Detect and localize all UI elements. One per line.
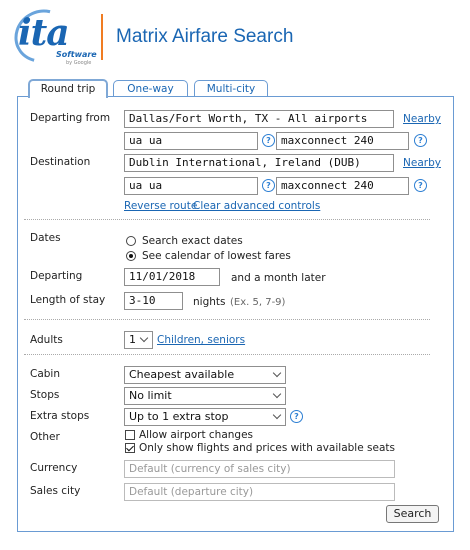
stops-label: Stops (30, 389, 60, 401)
departing-date-suffix: and a month later (231, 272, 326, 284)
extra-stops-value: Up to 1 extra stop (129, 410, 229, 423)
search-exact-dates-radio[interactable] (126, 236, 136, 246)
extra-stops-help-icon[interactable]: ? (290, 410, 303, 423)
stops-select[interactable] (124, 387, 286, 405)
tab-one-way[interactable]: One-way (113, 80, 188, 97)
header-divider (101, 14, 103, 60)
tab-multi-city[interactable]: Multi-city (194, 80, 268, 97)
origin-input[interactable]: Dallas/Fort Worth, TX - All airports (124, 110, 394, 128)
section-divider (24, 219, 430, 220)
adults-value: 1 (129, 333, 136, 346)
cabin-label: Cabin (30, 368, 61, 380)
chevron-down-icon (273, 390, 281, 398)
extra-stops-label: Extra stops (30, 410, 90, 422)
length-of-stay-hint: (Ex. 5, 7-9) (230, 297, 286, 308)
allow-airport-changes-label: Allow airport changes (139, 429, 254, 441)
destination-routing-help-icon[interactable]: ? (262, 179, 275, 192)
section-divider (24, 319, 430, 320)
destination-extension-help-icon[interactable]: ? (414, 179, 427, 192)
page-title: Matrix Airfare Search (116, 26, 294, 47)
departing-label: Departing (30, 270, 83, 282)
stops-value: No limit (129, 389, 172, 402)
origin-extension-help-icon[interactable]: ? (414, 134, 427, 147)
departing-date-input[interactable]: 11/01/2018 (124, 268, 220, 286)
section-divider (24, 354, 430, 355)
dates-label: Dates (30, 232, 61, 244)
cabin-value: Cheapest available (129, 368, 235, 381)
departing-from-label: Departing from (30, 112, 111, 124)
sales-city-label: Sales city (30, 485, 81, 497)
only-available-seats-checkbox[interactable] (125, 443, 135, 453)
only-available-seats-label: Only show flights and prices with available seats (139, 442, 395, 454)
other-label: Other (30, 431, 60, 443)
chevron-down-icon (273, 369, 281, 377)
logo-software-text: Software (56, 50, 97, 59)
chevron-down-icon (273, 411, 281, 419)
destination-label: Destination (30, 156, 91, 168)
origin-routing-input[interactable]: ua ua (124, 132, 258, 150)
calendar-lowest-fares-label: See calendar of lowest fares (142, 250, 291, 262)
destination-extension-input[interactable]: maxconnect 240 (276, 177, 409, 195)
adults-select[interactable] (124, 331, 153, 349)
destination-input[interactable]: Dublin International, Ireland (DUB) (124, 154, 394, 172)
tab-round-trip[interactable]: Round trip (28, 79, 108, 98)
logo-google-text: by Google (66, 60, 92, 66)
destination-nearby-link[interactable]: Nearby (403, 157, 441, 169)
sales-city-input[interactable]: Default (departure city) (124, 483, 395, 501)
currency-input[interactable]: Default (currency of sales city) (124, 460, 395, 478)
children-seniors-link[interactable]: Children, seniors (157, 334, 246, 346)
ita-software-logo (14, 10, 97, 66)
clear-advanced-controls-link[interactable]: Clear advanced controls (193, 200, 321, 212)
length-of-stay-label: Length of stay (30, 294, 106, 306)
cabin-select[interactable] (124, 366, 286, 384)
logo-ita-text: ita (18, 12, 69, 54)
currency-label: Currency (30, 462, 78, 474)
allow-airport-changes-checkbox[interactable] (125, 430, 135, 440)
search-button[interactable]: Search (386, 505, 439, 523)
nights-label: nights (193, 296, 226, 308)
search-exact-dates-label: Search exact dates (142, 235, 243, 247)
destination-routing-input[interactable]: ua ua (124, 177, 258, 195)
reverse-route-link[interactable]: Reverse route (124, 200, 198, 212)
origin-extension-input[interactable]: maxconnect 240 (276, 132, 409, 150)
chevron-down-icon (140, 334, 148, 342)
calendar-lowest-fares-radio[interactable] (126, 251, 136, 261)
adults-label: Adults (30, 334, 63, 346)
extra-stops-select[interactable] (124, 408, 286, 426)
origin-routing-help-icon[interactable]: ? (262, 134, 275, 147)
origin-nearby-link[interactable]: Nearby (403, 113, 441, 125)
length-of-stay-input[interactable]: 3-10 (124, 292, 183, 310)
